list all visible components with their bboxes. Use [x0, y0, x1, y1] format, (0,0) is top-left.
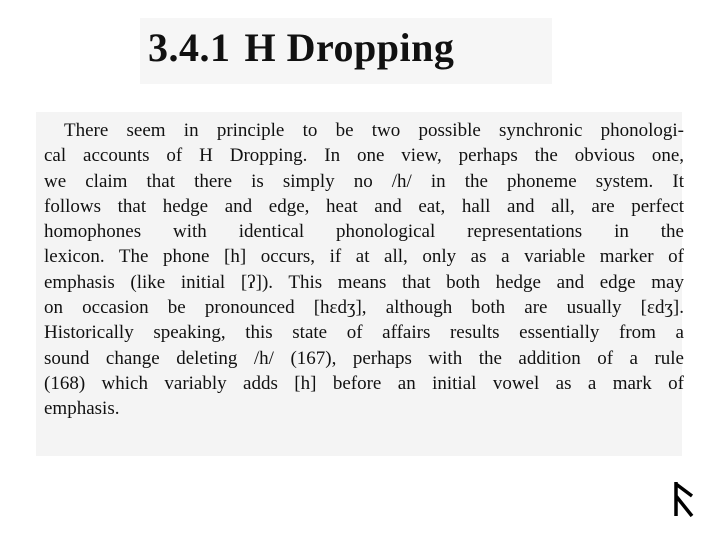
- paragraph-line: sound change deleting /h/ (167), perhaps with the addition of a rule: [44, 347, 684, 369]
- paragraph-line: emphasis.: [44, 398, 120, 420]
- paragraph-line: follows that hedge and edge, heat and eat, hall and all, are perfect: [44, 195, 684, 217]
- paragraph-line: we claim that there is simply no /h/ in the phoneme system. It: [44, 170, 684, 192]
- paragraph-line: (168) which variably adds [h] before an initial vowel as a mark of: [44, 372, 684, 394]
- paragraph-line: emphasis (like initial [ʔ]). This means that both hedge and edge may: [44, 271, 684, 293]
- paragraph-line: on occasion be pronounced [hɛdʒ], although both are usually [ɛdʒ].: [44, 297, 684, 319]
- paragraph: [44, 118, 684, 422]
- paragraph-line: homophones with identical phonological representations in the: [44, 221, 684, 243]
- section-heading: [148, 22, 454, 74]
- paragraph-line: cal accounts of H Dropping. In one view, perhaps the obvious one,: [44, 145, 684, 167]
- section-title: H Dropping: [244, 25, 455, 70]
- paragraph-line: lexicon. The phone [h] occurs, if at all, only as a variable marker of: [44, 246, 684, 268]
- section-number: 3.4.1: [148, 25, 231, 70]
- rune-icon: [670, 478, 698, 520]
- paragraph-line: Historically speaking, this state of affairs results essentially from a: [44, 322, 684, 344]
- paragraph-line: There seem in principle to be two possible synchronic phonologi-: [64, 120, 684, 141]
